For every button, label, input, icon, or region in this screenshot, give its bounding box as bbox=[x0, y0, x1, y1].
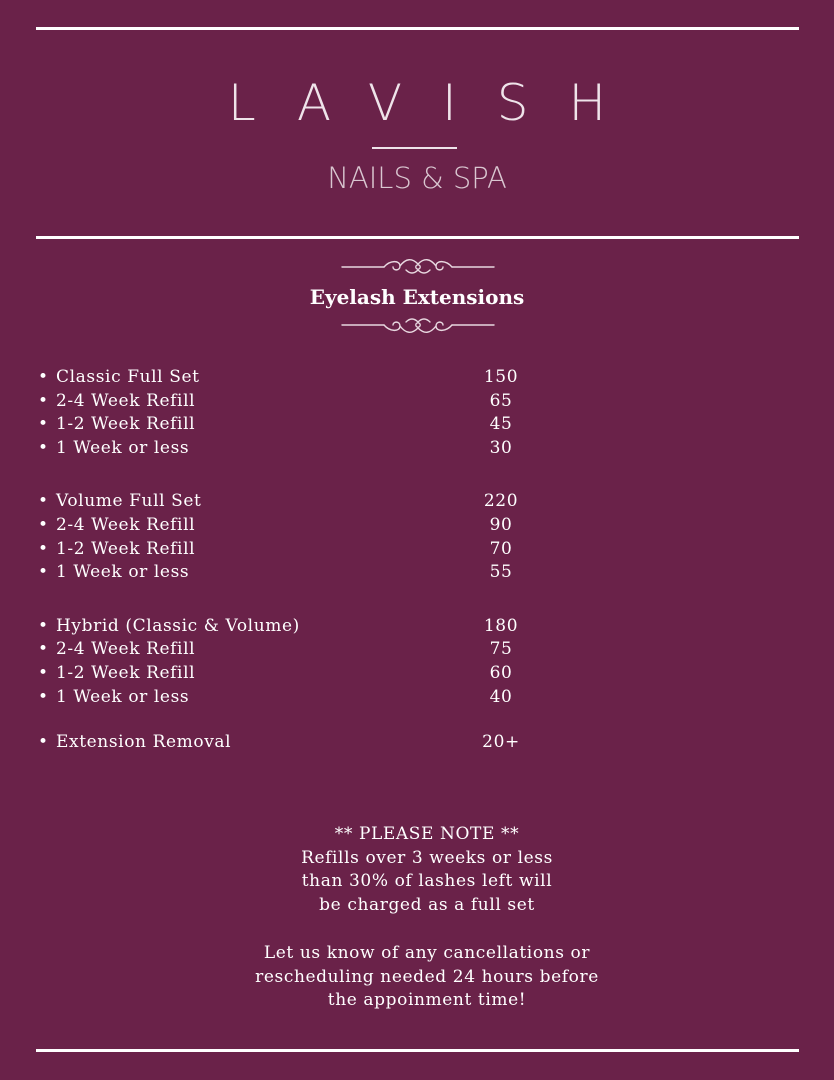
flourish-divider-icon bbox=[338, 256, 498, 278]
service-price: 75 bbox=[489, 639, 513, 660]
flourish-divider-icon bbox=[338, 314, 498, 336]
list-item bbox=[38, 437, 558, 461]
service-name: Volume Full Set bbox=[56, 491, 202, 512]
note-line: the appoinment time! bbox=[327, 990, 527, 1010]
hybrid-group bbox=[38, 615, 558, 709]
list-item bbox=[38, 413, 558, 437]
note-line: be charged as a full set bbox=[319, 894, 535, 915]
service-name: 2-4 Week Refill bbox=[56, 639, 196, 660]
bullet-icon: • bbox=[38, 538, 49, 559]
service-price: 40 bbox=[489, 686, 513, 707]
brand-logo-text: LAVISH bbox=[227, 74, 647, 132]
list-item bbox=[38, 561, 558, 585]
service-name: 2-4 Week Refill bbox=[56, 514, 196, 535]
service-price: 30 bbox=[489, 437, 513, 458]
bullet-icon: • bbox=[38, 562, 49, 583]
cancellation-note bbox=[0, 942, 834, 1013]
service-name: 1-2 Week Refill bbox=[56, 538, 196, 559]
service-name: 1-2 Week Refill bbox=[56, 414, 196, 435]
service-price: 45 bbox=[489, 414, 513, 435]
list-item bbox=[38, 514, 558, 538]
service-name: Classic Full Set bbox=[56, 367, 200, 387]
bullet-icon: • bbox=[38, 615, 49, 636]
bullet-icon: • bbox=[38, 491, 49, 512]
bullet-icon: • bbox=[38, 662, 49, 683]
list-item bbox=[38, 686, 558, 710]
list-item bbox=[38, 731, 558, 755]
list-item bbox=[38, 490, 558, 514]
note-line: than 30% of lashes left will bbox=[301, 871, 553, 891]
list-item bbox=[38, 638, 558, 662]
list-item bbox=[38, 390, 558, 414]
bottom-divider bbox=[36, 1049, 799, 1052]
service-price: 180 bbox=[483, 615, 519, 636]
refill-note bbox=[0, 823, 834, 917]
brand-underline bbox=[372, 147, 457, 149]
service-price: 220 bbox=[483, 491, 519, 512]
top-divider bbox=[36, 27, 799, 30]
bullet-icon: • bbox=[38, 639, 49, 660]
list-item bbox=[38, 538, 558, 562]
service-price: 20+ bbox=[482, 732, 520, 753]
list-item bbox=[38, 615, 558, 639]
note-line: rescheduling needed 24 hours before bbox=[255, 966, 599, 987]
service-name: 1-2 Week Refill bbox=[56, 662, 196, 683]
service-price: 65 bbox=[489, 390, 513, 411]
bullet-icon: • bbox=[38, 367, 49, 387]
bullet-icon: • bbox=[38, 414, 49, 435]
note-line: ** PLEASE NOTE ** bbox=[334, 824, 520, 844]
service-name: 1 Week or less bbox=[56, 437, 190, 458]
bullet-icon: • bbox=[38, 437, 49, 458]
bullet-icon: • bbox=[38, 732, 49, 753]
price-list bbox=[38, 366, 558, 755]
bullet-icon: • bbox=[38, 514, 49, 535]
service-name: 1 Week or less bbox=[56, 562, 190, 583]
bullet-icon: • bbox=[38, 390, 49, 411]
list-item bbox=[38, 366, 558, 390]
classic-group bbox=[38, 366, 558, 460]
service-name: Extension Removal bbox=[56, 732, 232, 753]
service-name: 2-4 Week Refill bbox=[56, 390, 196, 411]
bullet-icon: • bbox=[38, 686, 49, 707]
brand-subtitle: NAILS & SPA bbox=[327, 161, 507, 195]
service-price: 55 bbox=[489, 562, 513, 583]
section-title: Eyelash Extensions bbox=[309, 285, 525, 309]
service-price: 90 bbox=[489, 514, 513, 535]
service-name: 1 Week or less bbox=[56, 686, 190, 707]
note-line: Let us know of any cancellations or bbox=[263, 943, 591, 963]
service-price: 150 bbox=[483, 367, 519, 387]
service-price: 60 bbox=[489, 662, 513, 683]
list-item bbox=[38, 662, 558, 686]
header-divider bbox=[36, 236, 799, 239]
service-name: Hybrid (Classic & Volume) bbox=[56, 615, 300, 636]
service-price: 70 bbox=[489, 538, 513, 559]
removal-group bbox=[38, 731, 558, 755]
note-line: Refills over 3 weeks or less bbox=[301, 847, 553, 868]
volume-group bbox=[38, 490, 558, 584]
